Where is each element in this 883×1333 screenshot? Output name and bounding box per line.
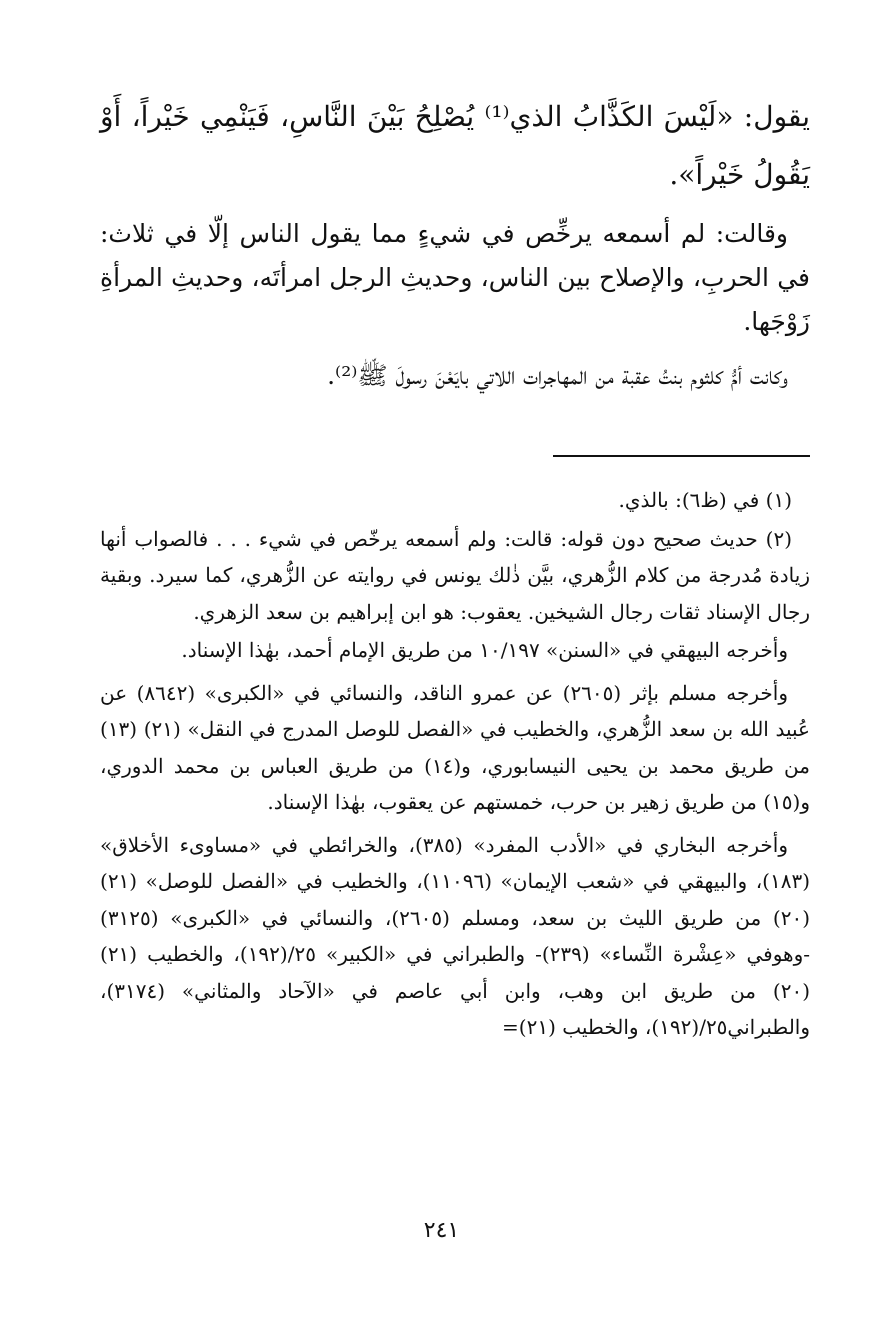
page-number: ٢٤١ [423, 1218, 460, 1243]
footnote-paragraph-muslim: وأخرجه مسلم بإثر (٢٦٠٥) عن عمرو الناقد، والنسائي في «الكبرى» (٨٦٤٢) عن عُبيد الله بن سعد الزُّهري، والخطيب في «الفصل للوصل المدرج في النقل» (٢١) (١٣) من طريق محمد بن يحيى النيسابوري، و(١٤) من طريق العباس بن محمد الدوري، و(١٥) من طريق زهير بن حرب، خمستهم عن يعقوب، بهٰذا الإسناد. [100, 680, 810, 814]
main-text [100, 88, 810, 408]
footnote-1: (١) في (ظ٦): بالذي. [618, 488, 792, 512]
main-paragraph-hadith: يقول: «لَيْسَ الكَذَّابُ الذي⁽¹⁾ يُصْلِحُ بَيْنَ النَّاسِ، فَيَنْمِي خَيْراً، أَوْ يَقُولُ خَيْراً». [100, 100, 810, 191]
footnote-divider [553, 455, 810, 457]
main-paragraph-exceptions: وقالت: لم أسمعه يرخِّص في شيءٍ مما يقول الناس إلّا في ثلاث: في الحربِ، والإصلاح بين الناس، وحديثِ الرجل امرأتَه، وحديثِ المرأةِ زَوْجَها. [100, 219, 810, 336]
footnote-paragraph-bayhaqi: وأخرجه البيهقي في «السنن» ١٠/١٩٧ من طريق الإمام أحمد، بهٰذا الإسناد. [181, 638, 788, 662]
footnote-paragraph-bukhari: وأخرجه البخاري في «الأدب المفرد» (٣٨٥)، والخرائطي في «مساوىء الأخلاق» (١٨٣)، والبيهقي في «شعب الإيمان» (١١٠٩٦)، والخطيب في «الفصل للوصل» (٢١) (٢٠) من طريق الليث بن سعد، ومسلم (٢٦٠٥)، والنسائي في «الكبرى» (٣١٢٥) -وهوفي «عِشْرة النِّساء» (٢٣٩)- والطبراني في «الكبير» ٢٥/(١٩٢)، والخطيب (٢١) (٢٠) من طريق ابن وهب، وابن أبي عاصم في «الآحاد والمثاني» (٣١٧٤)، والطبراني٢٥/(١٩٢)، والخطيب (٢١)= [100, 832, 811, 1039]
footnote-2: (٢) حديث صحيح دون قوله: قالت: ولم أسمعه يرخّص في شيء . . . فالصواب أنها زيادة مُدرجة من كلام الزُّهري، بيَّن ذٰلك يونس في روايته عن الزُّهري، كما سيرد. وبقية رجال الإسناد ثقات رجال الشيخين. يعقوب: هو ابن إبراهيم بن سعد الزهري. [100, 526, 810, 624]
footnotes [100, 482, 810, 1052]
main-paragraph-umm-kulthum: وكانت أمُّ كلثوم بنتُ عقبة من المهاجرات اللاتي بايَعْنَ رسولَ ﷺ⁽²⁾. [327, 361, 788, 390]
